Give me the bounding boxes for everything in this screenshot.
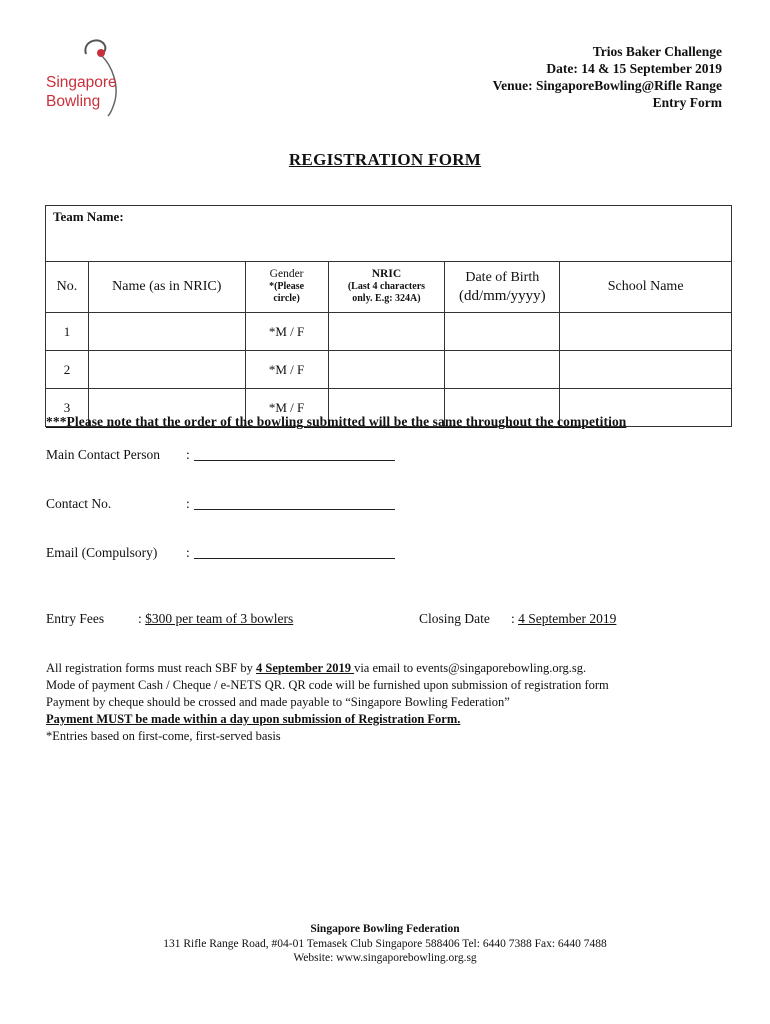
row-number: 2	[46, 351, 89, 389]
email-label: Email (Compulsory)	[46, 545, 158, 560]
info-line-1a: All registration forms must reach SBF by	[46, 661, 257, 675]
closing-date-colon: :	[511, 611, 515, 626]
col-gender-note1: *(Please	[269, 280, 305, 292]
col-gender-title: Gender	[269, 268, 304, 281]
col-gender-note2: circle)	[273, 293, 300, 305]
col-nric	[328, 262, 445, 313]
col-nric-note1: (Last 4 characters	[347, 280, 426, 292]
contact-no-field[interactable]	[194, 508, 395, 510]
table-row	[46, 351, 732, 389]
dob-cell[interactable]	[445, 351, 560, 389]
footer-website: Website: www.singaporebowling.org.sg	[293, 952, 477, 964]
entry-fees-label: Entry Fees	[46, 611, 105, 626]
event-name: Trios Baker Challenge	[592, 44, 722, 59]
nric-cell[interactable]	[328, 313, 445, 351]
col-gender	[245, 262, 328, 313]
table-header-row	[46, 262, 732, 313]
order-note: ***Please note that the order of the bowling submitted will be the same throughout the competition	[46, 414, 627, 429]
col-dob	[445, 262, 560, 313]
dob-cell[interactable]	[445, 313, 560, 351]
footer-org: Singapore Bowling Federation	[310, 923, 460, 935]
info-line-3: Payment by cheque should be crossed and made payable to “Singapore Bowling Federation”	[46, 695, 510, 709]
page-title: REGISTRATION FORM	[288, 150, 482, 169]
name-cell[interactable]	[88, 351, 245, 389]
registration-table	[45, 205, 732, 427]
email-colon: :	[186, 545, 190, 560]
gender-cell[interactable]: *M / F	[245, 389, 328, 427]
contact-no-label: Contact No.	[46, 496, 112, 511]
form-type: Entry Form	[652, 95, 722, 110]
entry-fees-colon: :	[138, 611, 142, 626]
school-cell[interactable]	[560, 351, 732, 389]
email-field[interactable]	[194, 557, 395, 559]
col-nric-note2: only. E.g: 324A)	[352, 293, 421, 305]
info-line-1	[46, 660, 586, 677]
team-name-field[interactable]	[46, 206, 732, 262]
gender-cell[interactable]: *M / F	[245, 313, 328, 351]
col-no: No.	[46, 262, 89, 313]
contact-person-field[interactable]	[194, 459, 395, 461]
logo-line1: Singapore	[46, 74, 117, 91]
closing-date: 4 September 2019	[518, 611, 617, 626]
contact-person-colon: :	[186, 447, 190, 462]
info-line-5: *Entries based on first-come, first-served basis	[46, 729, 281, 743]
gender-cell[interactable]: *M / F	[245, 351, 328, 389]
col-name: Name (as in NRIC)	[88, 262, 245, 313]
row-number: 1	[46, 313, 89, 351]
team-name-label: Team Name:	[53, 209, 124, 224]
logo-line2: Bowling	[46, 93, 101, 110]
name-cell[interactable]	[88, 313, 245, 351]
event-date: Date: 14 & 15 September 2019	[546, 61, 722, 76]
row-number: 3	[46, 389, 89, 427]
col-nric-title: NRIC	[371, 268, 402, 281]
event-venue: Venue: SingaporeBowling@Rifle Range	[492, 78, 722, 93]
deadline-date: 4 September 2019	[256, 661, 355, 675]
nric-cell[interactable]	[328, 351, 445, 389]
sbf-logo	[44, 34, 144, 118]
contact-person-label: Main Contact Person	[46, 447, 160, 462]
event-header	[493, 43, 722, 111]
closing-date-label: Closing Date	[419, 611, 490, 626]
col-school: School Name	[560, 262, 732, 313]
col-dob-title: Date of Birth	[465, 270, 540, 285]
footer	[0, 922, 770, 966]
table-row	[46, 313, 732, 351]
closing-date-value	[511, 611, 616, 627]
entry-fees-value	[138, 611, 293, 627]
school-cell[interactable]	[560, 313, 732, 351]
entry-fees-amount: $300 per team of 3 bowlers	[145, 611, 294, 626]
info-line-4: Payment MUST be made within a day upon submission of Registration Form.	[46, 712, 461, 726]
info-line-1c: via email to events@singaporebowling.org.sg.	[354, 661, 587, 675]
info-line-2: Mode of payment Cash / Cheque / e-NETS QR. QR code will be furnished upon submission of registration form	[46, 678, 609, 692]
footer-address: 131 Rifle Range Road, #04-01 Temasek Club Singapore 588406 Tel: 6440 7388 Fax: 6440 7488	[163, 937, 607, 950]
col-dob-format: (dd/mm/yyyy)	[458, 288, 546, 304]
contact-no-colon: :	[186, 496, 190, 511]
